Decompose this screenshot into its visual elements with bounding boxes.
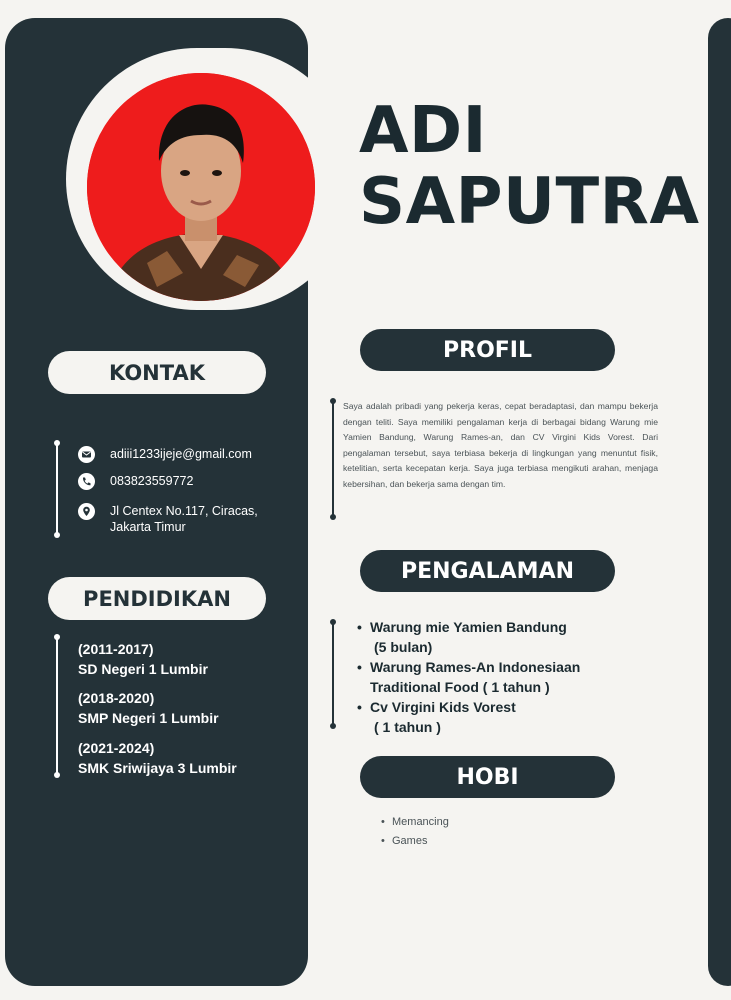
contact-divider-line: [56, 443, 58, 535]
experience-duration: Traditional Food ( 1 tahun ): [370, 679, 550, 695]
mail-icon: [78, 446, 95, 463]
phone-icon: [78, 473, 95, 490]
profile-photo: [87, 73, 315, 301]
name-last: SAPUTRA: [359, 165, 700, 239]
experience-duration: (5 bulan): [374, 639, 433, 655]
section-heading-profil: PROFIL: [360, 329, 615, 371]
education-item: [78, 738, 237, 778]
address-line-2: Jakarta Timur: [110, 520, 186, 534]
section-heading-kontak: KONTAK: [48, 351, 266, 394]
hobby-item: • Games: [381, 832, 449, 851]
section-heading-pengalaman: PENGALAMAN: [360, 550, 615, 592]
contact-email-text: adiii1233ijeje@gmail.com: [110, 447, 252, 461]
person-portrait-icon: [87, 73, 315, 301]
right-edge-strip: [708, 18, 731, 986]
education-school: SMP Negeri 1 Lumbir: [78, 710, 219, 726]
experience-title: • Cv Virgini Kids Vorest: [370, 699, 516, 715]
education-years: (2021-2024): [78, 740, 155, 756]
section-heading-hobi: HOBI: [360, 756, 615, 798]
contact-address: [78, 503, 280, 535]
education-item: [78, 688, 219, 728]
experience-list: [356, 617, 646, 737]
section-heading-pendidikan: PENDIDIKAN: [48, 577, 266, 620]
hobby-item: • Memancing: [381, 813, 449, 832]
name-first: ADI: [359, 94, 487, 168]
experience-title: • Warung Rames-An Indonesiaan: [370, 659, 581, 675]
contact-address-text: [110, 503, 280, 535]
experience-title: • Warung mie Yamien Bandung: [370, 619, 567, 635]
hobby-list: [381, 813, 449, 851]
education-school: SMK Sriwijaya 3 Lumbir: [78, 760, 237, 776]
experience-item: [356, 657, 646, 697]
education-item: [78, 639, 208, 679]
education-years: (2018-2020): [78, 690, 155, 706]
address-line-1: Jl Centex No.117, Ciracas,: [110, 504, 258, 518]
experience-duration: ( 1 tahun ): [374, 719, 441, 735]
profile-paragraph: Saya adalah pribadi yang pekerja keras, cepat beradaptasi, dan mampu bekerja dengan teliti. Saya memiliki pengalaman kerja di berbagai bidang Warung mie Yamien Bandung, Warung Rames-an, dan CV Virgini Kids Vorest. Dari pengalaman tersebut, saya terbiasa bekerja di lingkungan yang menuntut fisik, ketelitian, serta kecepatan kerja. Saya juga terbiasa mengikuti arahan, menjaga kebersihan, dan bekerja sama dengan tim.: [343, 401, 658, 489]
contact-phone: [78, 473, 193, 490]
experience-divider-line: [332, 622, 334, 726]
education-years: (2011-2017): [78, 641, 154, 657]
profile-divider-line: [332, 401, 334, 517]
location-pin-icon: [78, 503, 95, 520]
contact-phone-text: 083823559772: [110, 474, 194, 488]
education-divider-line: [56, 637, 58, 775]
contact-email: [78, 446, 252, 463]
experience-item: [356, 697, 646, 737]
experience-item: [356, 617, 646, 657]
education-school: SD Negeri 1 Lumbir: [78, 661, 208, 677]
